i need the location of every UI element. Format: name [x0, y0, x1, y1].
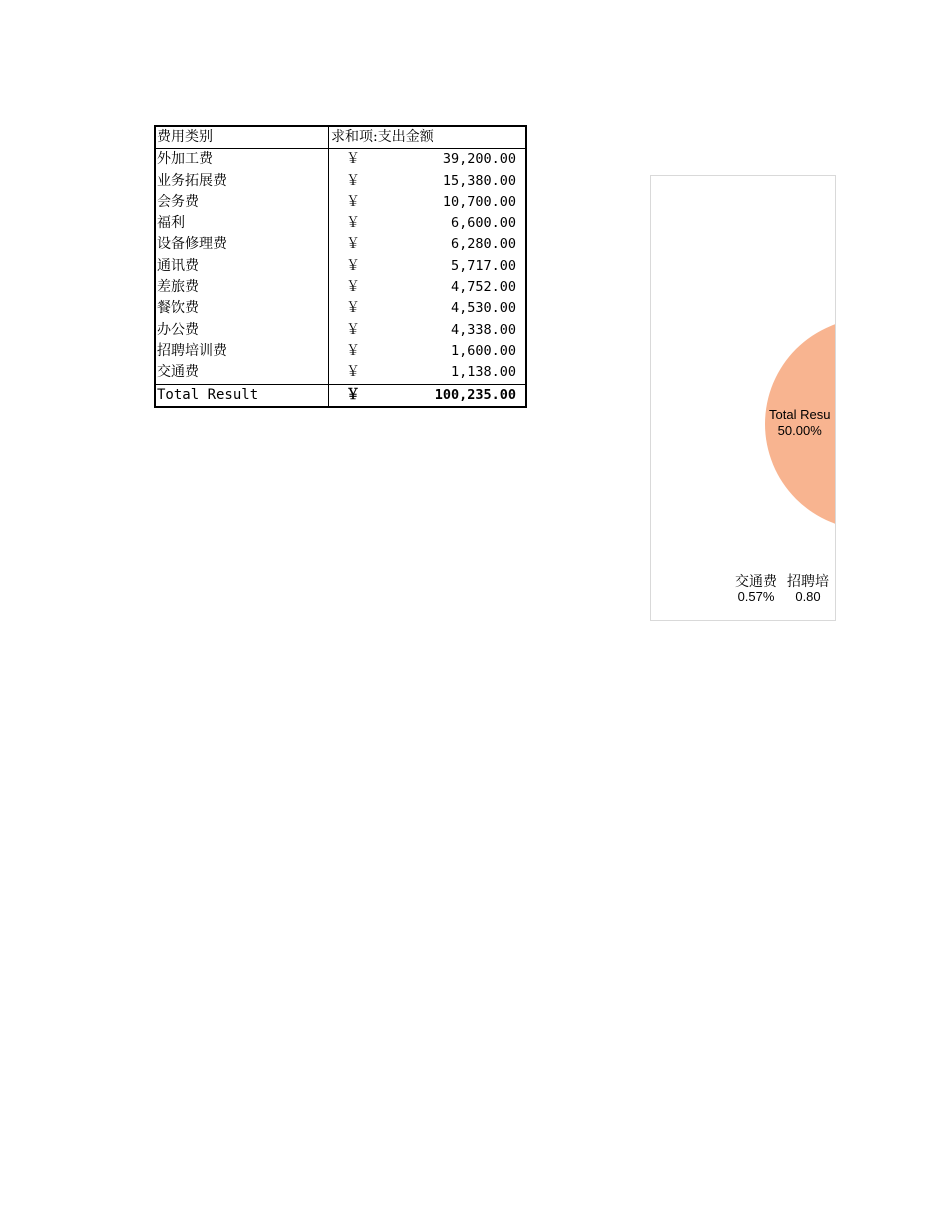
currency-symbol: ￥: [346, 151, 360, 168]
pie-chart-frame[interactable]: [650, 175, 836, 621]
currency-symbol: ￥: [346, 342, 360, 359]
currency-symbol: ￥: [346, 236, 360, 253]
row-category: 招聘培训费: [156, 341, 329, 362]
label-recruit-percent: 0.80: [795, 589, 821, 604]
pivot-total-row: [156, 384, 525, 406]
currency-symbol: ￥: [346, 321, 360, 338]
label-total-name: Total Resu: [769, 407, 831, 422]
row-category: 业务拓展费: [156, 171, 329, 192]
pivot-row: [156, 192, 525, 213]
row-amount: 1,138.00: [450, 364, 516, 381]
currency-symbol: ￥: [346, 364, 360, 381]
currency-symbol: ￥: [346, 386, 360, 403]
row-amount: 4,530.00: [450, 300, 516, 317]
total-label: Total Result: [156, 385, 329, 406]
row-category: 通讯费: [156, 256, 329, 277]
pivot-header-row: [156, 127, 525, 149]
currency-symbol: ￥: [346, 300, 360, 317]
pivot-row: [156, 256, 525, 277]
row-amount: 1,600.00: [450, 342, 516, 359]
row-amount: 39,200.00: [442, 151, 516, 168]
total-amount: 100,235.00: [434, 386, 516, 403]
pivot-table: [154, 125, 527, 408]
pivot-row: [156, 362, 525, 383]
row-amount: 5,717.00: [450, 257, 516, 274]
row-category: 办公费: [156, 320, 329, 341]
label-transport: [735, 573, 777, 605]
pivot-row: [156, 298, 525, 319]
header-sum: 求和项:支出金额: [331, 129, 434, 145]
pivot-row: [156, 234, 525, 255]
currency-symbol: ￥: [346, 215, 360, 232]
label-recruit-name: 招聘培: [787, 573, 829, 589]
label-recruit: [787, 573, 829, 605]
header-category: 费用类别: [156, 127, 329, 148]
pivot-row: [156, 171, 525, 192]
pivot-row: [156, 341, 525, 362]
row-amount: 10,700.00: [442, 193, 516, 210]
row-amount: 4,752.00: [450, 279, 516, 296]
row-amount: 6,600.00: [450, 215, 516, 232]
row-category: 设备修理费: [156, 234, 329, 255]
currency-symbol: ￥: [346, 193, 360, 210]
label-total: [769, 407, 830, 439]
label-transport-name: 交通费: [735, 573, 777, 589]
row-category: 交通费: [156, 362, 329, 383]
label-transport-percent: 0.57%: [737, 589, 775, 604]
currency-symbol: ￥: [346, 257, 360, 274]
currency-symbol: ￥: [346, 172, 360, 189]
row-amount: 4,338.00: [450, 321, 516, 338]
label-total-percent: 50.00%: [777, 423, 822, 438]
row-category: 会务费: [156, 192, 329, 213]
row-amount: 6,280.00: [450, 236, 516, 253]
row-amount: 15,380.00: [442, 172, 516, 189]
pivot-row: [156, 277, 525, 298]
pivot-row: [156, 213, 525, 234]
pie-chart: [651, 176, 836, 621]
pivot-row: [156, 149, 525, 170]
row-category: 餐饮费: [156, 298, 329, 319]
row-category: 外加工费: [156, 149, 329, 170]
currency-symbol: ￥: [346, 279, 360, 296]
pivot-row: [156, 320, 525, 341]
row-category: 福利: [156, 213, 329, 234]
row-category: 差旅费: [156, 277, 329, 298]
